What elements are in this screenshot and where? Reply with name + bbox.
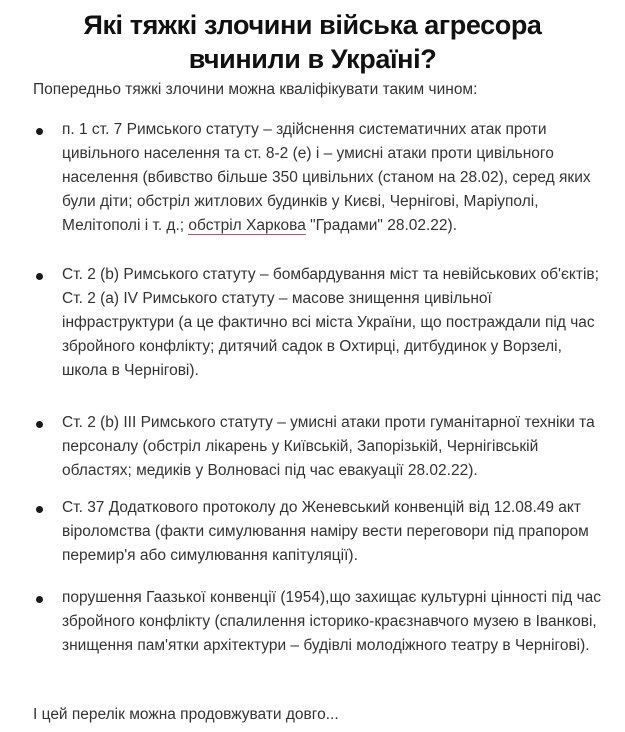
bullet-icon [36,596,43,603]
intro-paragraph: Попередньо тяжкі злочини можна кваліфікувати таким чином: [33,81,478,98]
bullet-icon [36,421,43,428]
list-item-text: Ст. 2 (b) Римського статуту – бомбардування міст та невійськових об'єктів; Ст. 2 (а) IV Римського статуту – масове знищення цивільної інфраструктури (а це фактично всі міста України, що постраждали під час збройного конфлікту; дитячий садок в Охтирці, дитбудинок у Ворзелі, школа в Чернігові). [62,266,599,379]
list-item-text-part: п. 1 ст. 7 Римського статуту – здійснення систематичних атак проти цивільного населення та ст. 8-2 (е) і – умисні атаки проти цивільного населення (вбивство більше 350 цивільних (станом на 28.02), серед яких були діти; обстріл житлових будинків у Києві, Чернігові, Маріуполі, Мелітополі і т. д.; [62,121,591,234]
bullet-icon [36,506,43,513]
article-title: Які тяжкі злочини війська агресора вчинили в Україні? [83,10,542,74]
list-item-text [62,118,602,238]
bullet-icon [36,128,43,135]
list-item [62,586,602,658]
list-item [62,496,602,568]
list-item [62,411,602,483]
bullet-icon [36,273,43,280]
list-item [62,263,602,383]
kharkiv-shelling-link[interactable]: обстріл Харкова [188,217,306,234]
list-item [62,118,602,238]
list-item-text: Ст. 37 Додаткового протоколу до Женевський конвенцій від 12.08.49 акт віроломства (факти симулювання наміру вести переговори під прапором перемир'я або симулювання капітуляції). [62,499,589,564]
outro-paragraph: І цей перелік можна продовжувати довго... [33,706,339,723]
list-item-text: порушення Гаазької конвенції (1954),що захищає культурні цінності під час збройного конфлікту (спалилення історико-краєзнавчого музею в Іванкові, знищення пам'ятки архітектури – будівлі молодіжного театру в Чернігові). [62,589,602,654]
list-item-text-part: "Градами" 28.02.22). [305,217,458,234]
list-item-text: Ст. 2 (b) III Римського статуту – умисні атаки проти гуманітарної техніки та персоналу (обстріл лікарень у Київській, Запорізькій, Чернігівській областях; медиків у Волновасі під час евакуації 28.02.22). [62,414,595,479]
